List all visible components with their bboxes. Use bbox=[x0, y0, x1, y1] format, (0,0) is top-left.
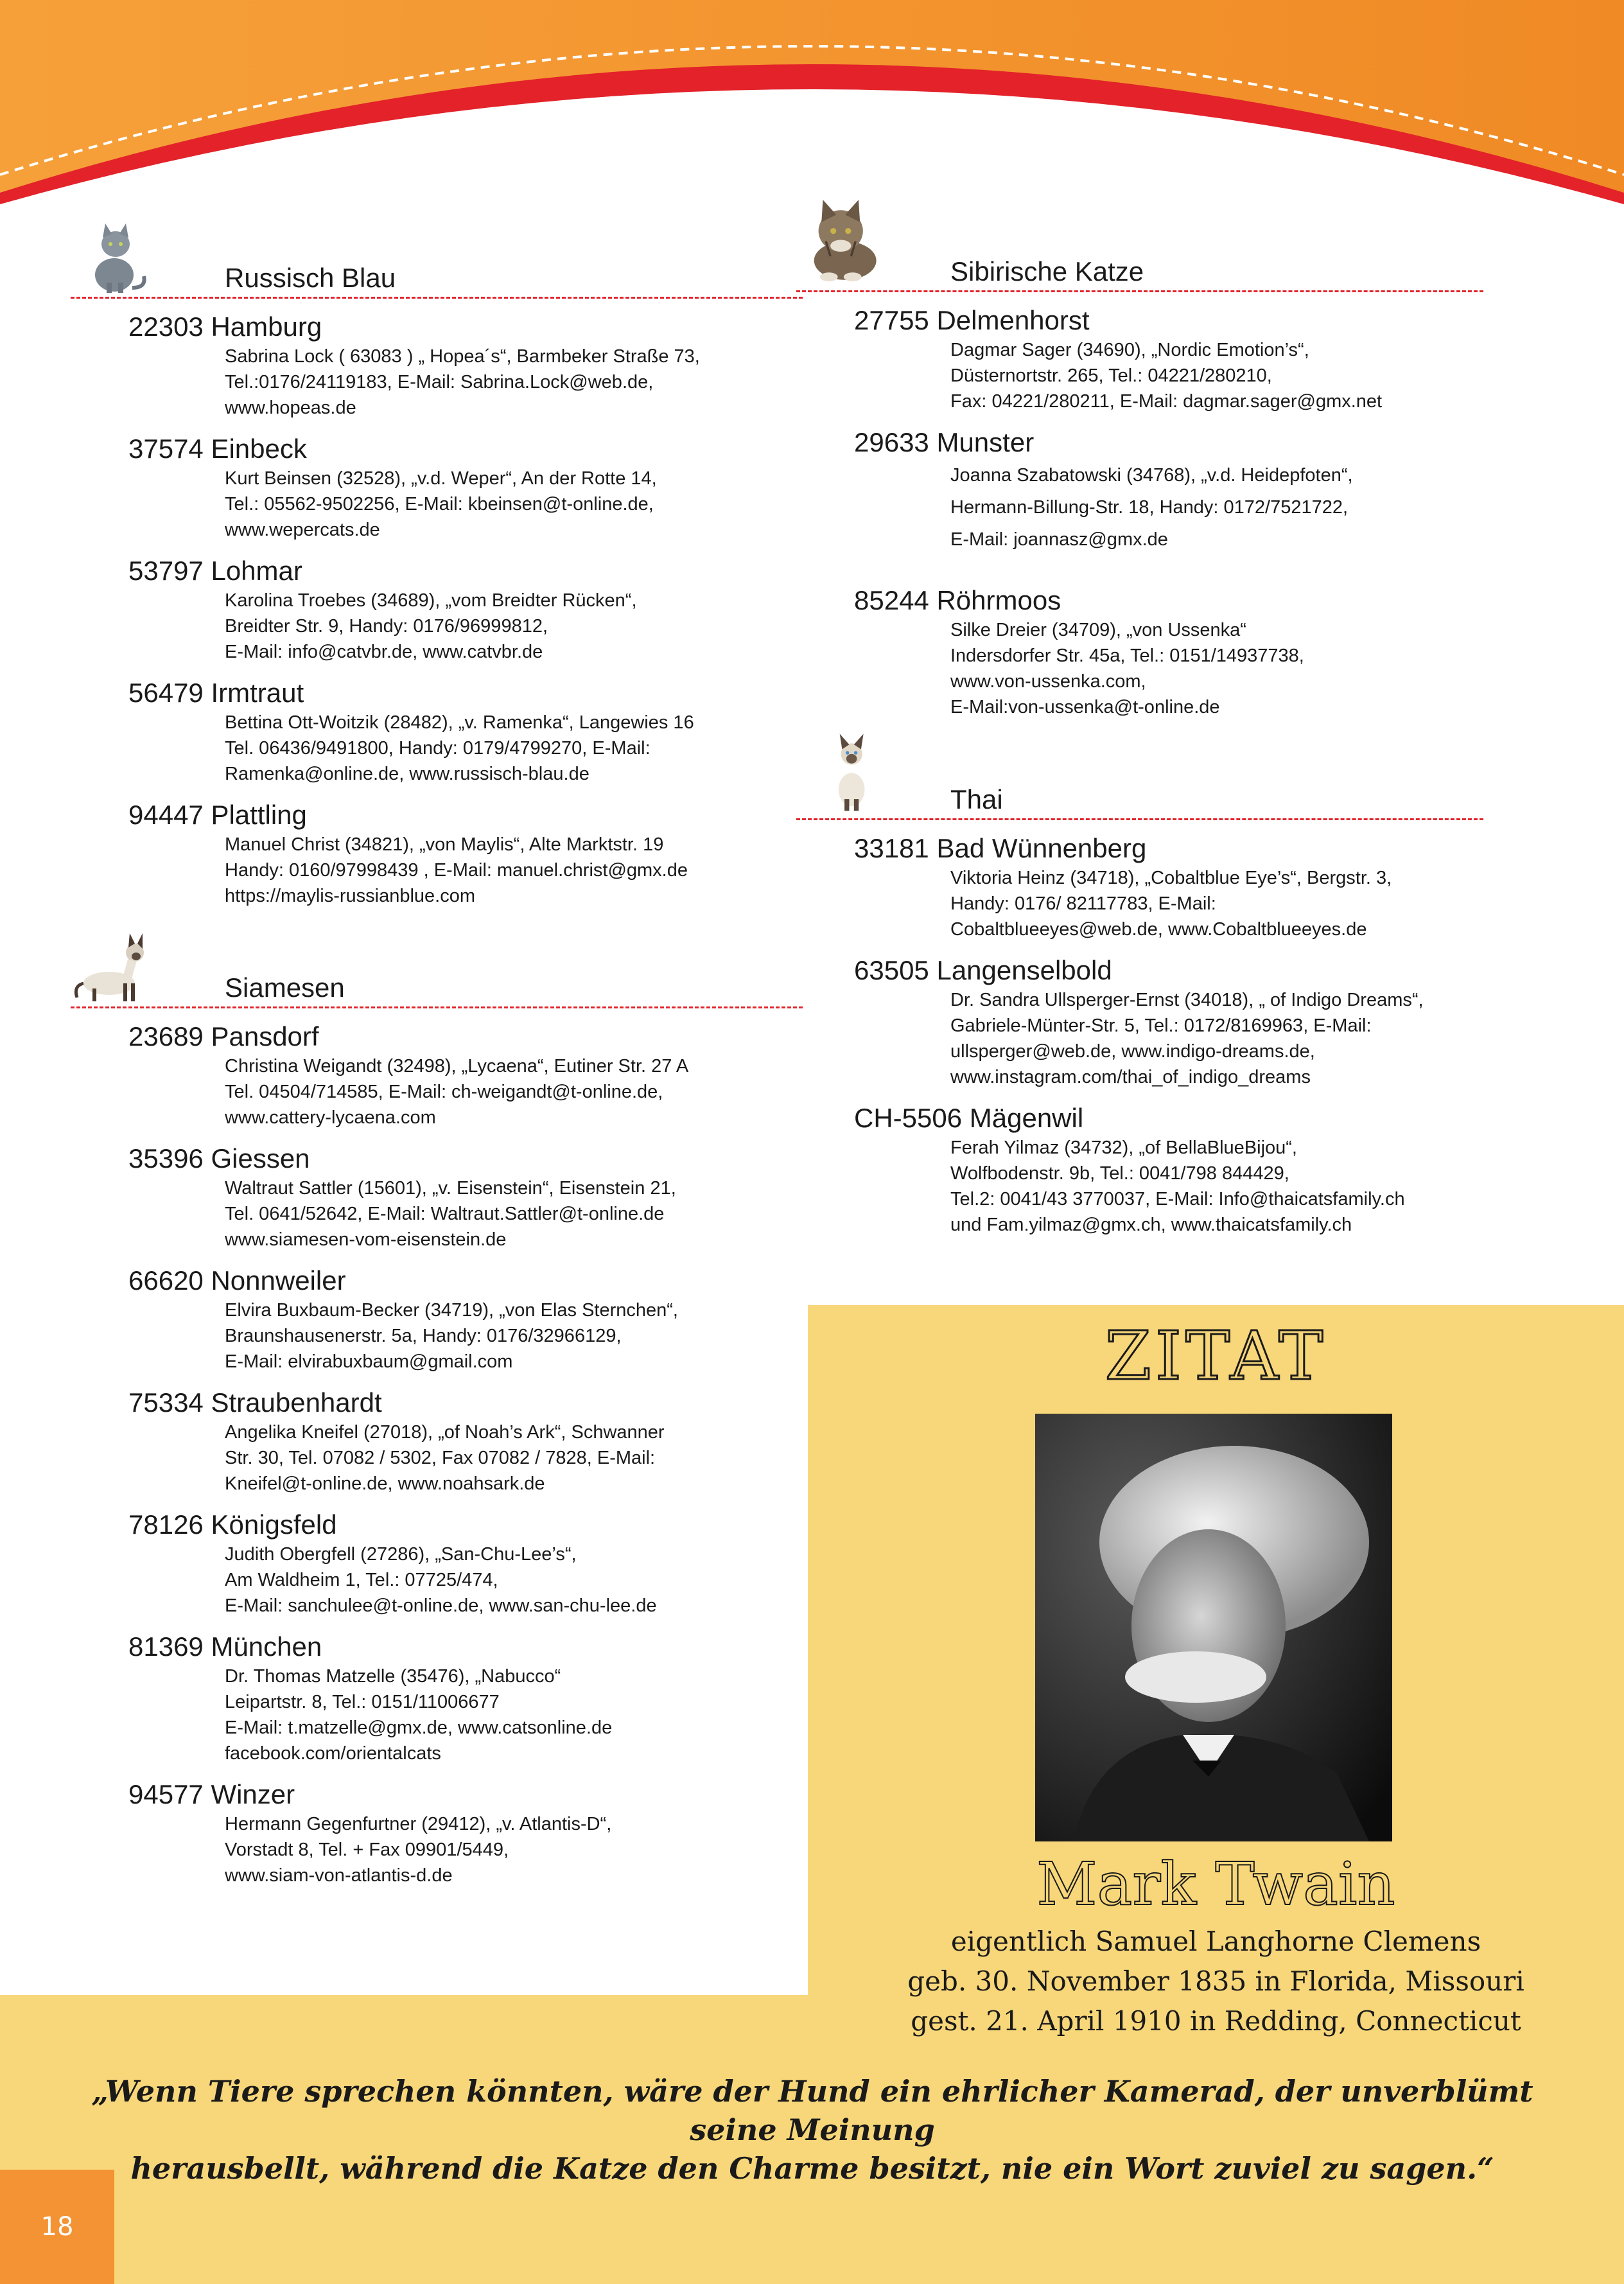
entry-line: Fax: 04221/280211, E-Mail: dagmar.sager@gmx.net bbox=[950, 391, 1383, 412]
breed-section-sibirische-katze bbox=[796, 189, 1483, 720]
entry-line: Düsternortstr. 265, Tel.: 04221/280210, bbox=[950, 365, 1272, 386]
breeder-entry bbox=[796, 584, 1483, 720]
breed-section-thai bbox=[796, 724, 1483, 1238]
thai-cat-icon bbox=[822, 724, 899, 814]
entry-city: 75334 Straubenhardt bbox=[128, 1387, 382, 1418]
right-column bbox=[796, 189, 1483, 1248]
breeder-entry bbox=[71, 1142, 803, 1252]
entry-city: CH-5506 Mägenwil bbox=[854, 1103, 1084, 1133]
entry-city: 22303 Hamburg bbox=[128, 312, 322, 342]
entry-line: Joanna Szabatowski (34768), „v.d. Heidepfoten“, bbox=[950, 465, 1353, 486]
entry-line: Tel. 0641/52642, E-Mail: Waltraut.Sattler@t-online.de bbox=[225, 1204, 665, 1224]
entry-line: Tel.2: 0041/43 3770037, E-Mail: Info@thaicatsfamily.ch bbox=[950, 1189, 1405, 1209]
entry-line: Kurt Beinsen (32528), „v.d. Weper“, An der Rotte 14, bbox=[225, 468, 657, 489]
entry-line: www.hopeas.de bbox=[225, 398, 356, 418]
entry-city: 78126 Königsfeld bbox=[128, 1509, 337, 1540]
entry-line: Silke Dreier (34709), „von Ussenka“ bbox=[950, 620, 1246, 640]
breed-title: Siamesen bbox=[225, 972, 345, 1003]
author-name-text: Mark Twain bbox=[1036, 1850, 1395, 1919]
entry-line: Gabriele-Münter-Str. 5, Tel.: 0172/8169963, E-Mail: bbox=[950, 1015, 1372, 1036]
breed-header bbox=[71, 922, 803, 1008]
breeder-entry bbox=[71, 1630, 803, 1766]
entry-line: Tel.:0176/24119183, E-Mail: Sabrina.Lock@web.de, bbox=[225, 372, 654, 392]
entry-line: Kneifel@t-online.de, www.noahsark.de bbox=[225, 1473, 545, 1494]
entry-city: 23689 Pansdorf bbox=[128, 1021, 319, 1051]
mark-twain-portrait bbox=[1035, 1414, 1392, 1841]
breeder-entry bbox=[796, 426, 1483, 556]
entry-line: E-Mail:von-ussenka@t-online.de bbox=[950, 697, 1220, 717]
header-band bbox=[0, 0, 1624, 218]
entry-line: Dr. Thomas Matzelle (35476), „Nabucco“ bbox=[225, 1666, 561, 1687]
entry-city: 35396 Giessen bbox=[128, 1143, 310, 1173]
breed-header bbox=[796, 724, 1483, 820]
dashed-divider bbox=[796, 290, 1483, 292]
entry-line: www.siam-von-atlantis-d.de bbox=[225, 1865, 453, 1886]
entry-line: Breidter Str. 9, Handy: 0176/96999812, bbox=[225, 616, 548, 637]
breeder-entry bbox=[796, 304, 1483, 414]
entry-line: Elvira Buxbaum-Becker (34719), „von Elas Sternchen“, bbox=[225, 1300, 678, 1321]
entry-line: Wolfbodenstr. 9b, Tel.: 0041/798 844429, bbox=[950, 1163, 1289, 1184]
breed-title: Sibirische Katze bbox=[950, 256, 1144, 286]
left-column bbox=[71, 212, 803, 1899]
entry-line: www.von-ussenka.com, bbox=[950, 671, 1146, 692]
entry-line: Handy: 0176/ 82117783, E-Mail: bbox=[950, 893, 1216, 914]
breeder-entry bbox=[796, 954, 1483, 1090]
entry-line: ullsperger@web.de, www.indigo-dreams.de, bbox=[950, 1041, 1315, 1062]
entry-line: E-Mail: joannasz@gmx.de bbox=[950, 529, 1168, 550]
entry-line: E-Mail: t.matzelle@gmx.de, www.catsonline.de bbox=[225, 1717, 613, 1738]
entry-city: 66620 Nonnweiler bbox=[128, 1265, 346, 1296]
entry-city: 29633 Munster bbox=[854, 427, 1035, 457]
entry-line: www.wepercats.de bbox=[225, 520, 380, 540]
entry-line: Braunshausenerstr. 5a, Handy: 0176/32966129, bbox=[225, 1326, 622, 1346]
entry-line: Ramenka@online.de, www.russisch-blau.de bbox=[225, 764, 589, 784]
quote-line: „Wenn Tiere sprechen könnten, wäre der Hund ein ehrlicher Kamerad, der unverblümt seine Meinung bbox=[91, 2074, 1533, 2147]
breeder-entry bbox=[796, 1102, 1483, 1238]
breed-section-russisch-blau bbox=[71, 212, 803, 909]
entry-line: facebook.com/orientalcats bbox=[225, 1743, 441, 1764]
author-died: gest. 21. April 1910 in Redding, Connecticut bbox=[911, 2005, 1521, 2037]
entry-line: www.siamesen-vom-eisenstein.de bbox=[225, 1229, 507, 1250]
breeder-entry bbox=[71, 1020, 803, 1130]
quote-text bbox=[51, 2072, 1573, 2188]
siamese-cat-icon bbox=[71, 922, 154, 1005]
entry-line: Indersdorfer Str. 45a, Tel.: 0151/14937738, bbox=[950, 646, 1304, 666]
entry-line: Handy: 0160/97998439 , E-Mail: manuel.christ@gmx.de bbox=[225, 860, 688, 881]
breed-header bbox=[796, 189, 1483, 292]
breeder-entry bbox=[71, 676, 803, 787]
entry-line: https://maylis-russianblue.com bbox=[225, 886, 476, 906]
entry-line: Tel.: 05562-9502256, E-Mail: kbeinsen@t-online.de, bbox=[225, 494, 654, 514]
entry-line: Am Waldheim 1, Tel.: 07725/474, bbox=[225, 1570, 498, 1590]
entry-city: 94577 Winzer bbox=[128, 1779, 295, 1809]
entry-city: 56479 Irmtraut bbox=[128, 678, 304, 708]
quote-line: herausbellt, während die Katze den Charme besitzt, nie ein Wort zuviel zu sagen.“ bbox=[130, 2151, 1494, 2186]
entry-city: 53797 Lohmar bbox=[128, 556, 302, 586]
entry-line: Manuel Christ (34821), „von Maylis“, Alte Marktstr. 19 bbox=[225, 834, 664, 855]
breeder-entry bbox=[71, 1264, 803, 1375]
entry-line: E-Mail: elvirabuxbaum@gmail.com bbox=[225, 1351, 513, 1372]
entry-city: 94447 Plattling bbox=[128, 800, 307, 830]
zitat-heading bbox=[808, 1317, 1624, 1395]
breed-title: Thai bbox=[950, 784, 1003, 814]
zitat-heading-text: ZITAT bbox=[1104, 1317, 1327, 1395]
entry-line: Ferah Yilmaz (34732), „of BellaBlueBijou“, bbox=[950, 1138, 1297, 1158]
entry-line: Viktoria Heinz (34718), „Cobaltblue Eye’s“, Bergstr. 3, bbox=[950, 868, 1392, 888]
entry-line: Hermann Gegenfurtner (29412), „v. Atlantis-D“, bbox=[225, 1814, 612, 1834]
entry-line: Judith Obergfell (27286), „San-Chu-Lee’s“, bbox=[225, 1544, 577, 1565]
entry-line: Waltraut Sattler (15601), „v. Eisenstein“, Eisenstein 21, bbox=[225, 1178, 676, 1199]
entry-line: E-Mail: info@catvbr.de, www.catvbr.de bbox=[225, 642, 543, 662]
breed-title: Russisch Blau bbox=[225, 263, 396, 293]
breed-header bbox=[71, 212, 803, 299]
entry-city: 63505 Langenselbold bbox=[854, 955, 1112, 985]
entry-city: 37574 Einbeck bbox=[128, 434, 307, 464]
breeder-entry bbox=[71, 432, 803, 543]
breeder-entry bbox=[796, 832, 1483, 942]
entry-line: Angelika Kneifel (27018), „of Noah’s Ark“, Schwanner bbox=[225, 1422, 665, 1443]
entry-line: www.cattery-lycaena.com bbox=[225, 1107, 436, 1128]
author-born: geb. 30. November 1835 in Florida, Missouri bbox=[907, 1965, 1524, 1997]
breeder-entry bbox=[71, 798, 803, 909]
entry-line: Hermann-Billung-Str. 18, Handy: 0172/7521722, bbox=[950, 497, 1349, 518]
breed-section-siamesen bbox=[71, 922, 803, 1888]
entry-line: E-Mail: sanchulee@t-online.de, www.san-chu-lee.de bbox=[225, 1595, 657, 1616]
entry-line: Karolina Troebes (34689), „vom Breidter Rücken“, bbox=[225, 590, 637, 611]
entry-line: www.instagram.com/thai_of_indigo_dreams bbox=[950, 1067, 1311, 1087]
entry-city: 81369 München bbox=[128, 1631, 322, 1662]
entry-line: Sabrina Lock ( 63083 ) „ Hopea´s“, Barmbeker Straße 73, bbox=[225, 346, 700, 367]
breeder-entry bbox=[71, 554, 803, 665]
russian-blue-cat-icon bbox=[71, 212, 154, 295]
breeder-entry bbox=[71, 1778, 803, 1888]
entry-line: Cobaltblueeyes@web.de, www.Cobaltblueeyes.de bbox=[950, 919, 1367, 940]
breeder-entry bbox=[71, 1386, 803, 1497]
dashed-divider bbox=[71, 1006, 803, 1008]
entry-line: Vorstadt 8, Tel. + Fax 09901/5449, bbox=[225, 1840, 509, 1860]
dashed-divider bbox=[796, 818, 1483, 820]
entry-line: Bettina Ott-Woitzik (28482), „v. Ramenka“, Langewies 16 bbox=[225, 712, 694, 733]
entry-city: 85244 Röhrmoos bbox=[854, 585, 1061, 615]
entry-line: Str. 30, Tel. 07082 / 5302, Fax 07082 / 7828, E-Mail: bbox=[225, 1448, 656, 1468]
breeder-entry bbox=[71, 1508, 803, 1619]
siberian-cat-icon bbox=[796, 189, 893, 286]
page-number: 18 bbox=[0, 2170, 114, 2284]
entry-city: 33181 Bad Wünnenberg bbox=[854, 833, 1147, 863]
entry-line: Tel. 06436/9491800, Handy: 0179/4799270, E-Mail: bbox=[225, 738, 650, 759]
entry-line: Dagmar Sager (34690), „Nordic Emotion’s“, bbox=[950, 340, 1309, 360]
breeder-entry bbox=[71, 310, 803, 421]
entry-line: Leipartstr. 8, Tel.: 0151/11006677 bbox=[225, 1692, 500, 1712]
author-birthname: eigentlich Samuel Langhorne Clemens bbox=[950, 1926, 1481, 1957]
entry-line: und Fam.yilmaz@gmx.ch, www.thaicatsfamily.ch bbox=[950, 1215, 1352, 1235]
dashed-divider bbox=[71, 297, 803, 299]
entry-city: 27755 Delmenhorst bbox=[854, 305, 1090, 335]
entry-line: Christina Weigandt (32498), „Lycaena“, Eutiner Str. 27 A bbox=[225, 1056, 689, 1076]
entry-line: Dr. Sandra Ullsperger-Ernst (34018), „ of Indigo Dreams“, bbox=[950, 990, 1424, 1010]
author-name bbox=[808, 1850, 1624, 1919]
entry-line: Tel. 04504/714585, E-Mail: ch-weigandt@t-online.de, bbox=[225, 1082, 663, 1102]
